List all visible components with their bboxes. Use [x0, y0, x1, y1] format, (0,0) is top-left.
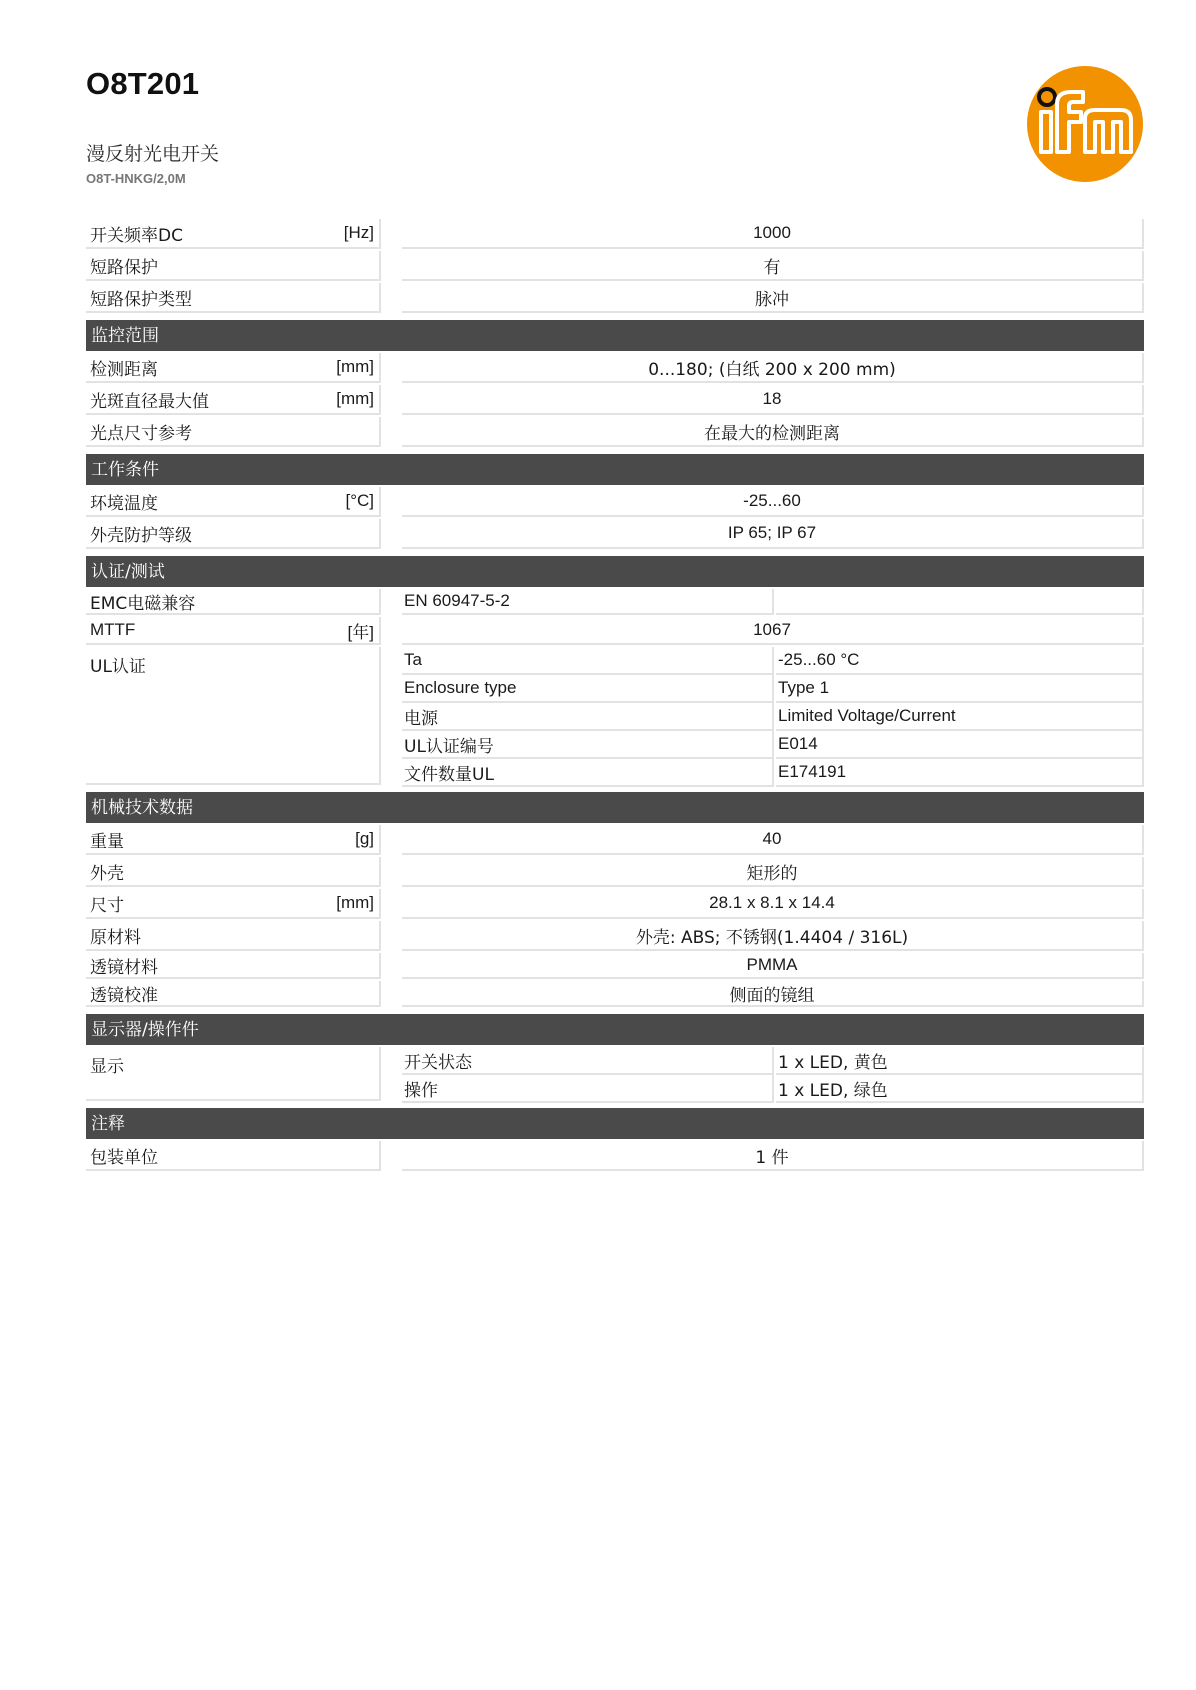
spec-value: IP 65; IP 67	[402, 519, 1144, 549]
spec-label: MTTF	[90, 620, 136, 639]
spec-row-lens-material	[86, 953, 1144, 981]
spec-value: 脉冲	[402, 283, 1144, 313]
spec-row-material	[86, 921, 1144, 953]
spec-table	[86, 219, 1144, 1173]
section-header-approvals: 认证/测试	[86, 556, 1144, 587]
ul-value: Limited Voltage/Current	[776, 703, 1144, 731]
spec-label-cell	[86, 617, 381, 645]
ul-row	[402, 703, 1144, 731]
ul-key: 文件数量UL	[402, 759, 774, 787]
spec-row-ambient-temperature	[86, 487, 1144, 519]
display-key: 操作	[402, 1075, 774, 1103]
spec-row-short-circuit-protection	[86, 251, 1144, 283]
spec-row-detection-range	[86, 353, 1144, 385]
spec-label-cell	[86, 921, 381, 951]
spec-value: 外壳: ABS; 不锈钢(1.4404 / 316L)	[402, 921, 1144, 951]
display-row	[402, 1047, 1144, 1075]
spec-label-cell	[86, 1047, 381, 1101]
spec-value: 在最大的检测距离	[402, 417, 1144, 447]
spec-unit: [mm]	[336, 389, 374, 408]
spec-label-cell	[86, 417, 381, 447]
spec-label: 包装单位	[90, 1147, 158, 1168]
spec-label-cell	[86, 1141, 381, 1171]
spec-group-ul	[86, 647, 1144, 787]
spec-row-dimensions	[86, 889, 1144, 921]
section-header-mechanical: 机械技术数据	[86, 792, 1144, 823]
section-header-display: 显示器/操作件	[86, 1014, 1144, 1045]
spec-value: 1 件	[402, 1141, 1144, 1171]
section-header-notes: 注释	[86, 1108, 1144, 1139]
ul-value: -25...60 °C	[776, 647, 1144, 675]
article-number: O8T-HNKG/2,0M	[86, 171, 186, 186]
spec-row-spot-diameter	[86, 385, 1144, 417]
display-key: 开关状态	[402, 1047, 774, 1075]
ul-row	[402, 759, 1144, 787]
spec-row-protection-rating	[86, 519, 1144, 551]
spec-label: 短路保护	[90, 257, 158, 278]
spec-value: 40	[402, 825, 1144, 855]
spec-value: 1000	[402, 219, 1144, 249]
product-subtitle: 漫反射光电开关	[86, 143, 220, 165]
spec-row-lens-alignment	[86, 981, 1144, 1009]
section-header-conditions: 工作条件	[86, 454, 1144, 485]
spec-label: 外壳防护等级	[90, 525, 192, 546]
ul-value: Type 1	[776, 675, 1144, 703]
display-value: 1 x LED, 黄色	[776, 1047, 1144, 1075]
spec-unit: [°C]	[345, 491, 374, 510]
spec-label-cell	[86, 385, 381, 415]
spec-label-cell	[86, 981, 381, 1007]
spec-label-cell	[86, 283, 381, 313]
spec-unit: [mm]	[336, 357, 374, 376]
spec-label-cell	[86, 487, 381, 517]
ifm-logo	[1025, 64, 1145, 184]
spec-group-display	[86, 1047, 1144, 1103]
spec-value: -25...60	[402, 487, 1144, 517]
spec-value: 有	[402, 251, 1144, 281]
spec-value: 0...180; (白纸 200 x 200 mm)	[402, 353, 1144, 383]
spec-label-cell	[86, 889, 381, 919]
spec-value: EN 60947-5-2	[402, 589, 774, 615]
ul-row	[402, 675, 1144, 703]
spec-label: 开关频率DC	[90, 225, 183, 246]
spec-label: EMC电磁兼容	[90, 593, 196, 614]
section-header-monitoring: 监控范围	[86, 320, 1144, 351]
spec-label: 短路保护类型	[90, 289, 192, 310]
spec-value-secondary	[776, 589, 1144, 615]
spec-label: 光斑直径最大值	[90, 391, 209, 412]
product-title: O8T201	[86, 66, 200, 101]
spec-label: 显示	[90, 1057, 124, 1077]
spec-label: 原材料	[90, 927, 141, 948]
spec-label: 检测距离	[90, 359, 158, 380]
spec-row-packaging-unit	[86, 1141, 1144, 1173]
spec-unit: [g]	[355, 829, 374, 848]
spec-label-cell	[86, 647, 381, 785]
spec-value: 18	[402, 385, 1144, 415]
ul-value: E174191	[776, 759, 1144, 787]
spec-label: UL认证	[90, 657, 146, 677]
spec-label-cell	[86, 953, 381, 979]
spec-row-mttf	[86, 617, 1144, 647]
ul-key: UL认证编号	[402, 731, 774, 759]
spec-row-emc	[86, 589, 1144, 617]
ul-subrows	[402, 647, 1144, 787]
spec-row-switching-frequency	[86, 219, 1144, 251]
display-row	[402, 1075, 1144, 1103]
spec-row-weight	[86, 825, 1144, 857]
spec-unit: [年]	[347, 622, 374, 642]
spec-value: 28.1 x 8.1 x 14.4	[402, 889, 1144, 919]
spec-label-cell	[86, 219, 381, 249]
spec-label-cell	[86, 825, 381, 855]
spec-label: 透镜校准	[90, 985, 158, 1006]
spec-label: 光点尺寸参考	[90, 423, 192, 444]
spec-label-cell	[86, 251, 381, 281]
ul-row	[402, 647, 1144, 675]
display-value: 1 x LED, 绿色	[776, 1075, 1144, 1103]
spec-value: 侧面的镜组	[402, 981, 1144, 1007]
spec-value: 矩形的	[402, 857, 1144, 887]
display-subrows	[402, 1047, 1144, 1103]
spec-label-cell	[86, 857, 381, 887]
spec-label: 环境温度	[90, 493, 158, 514]
ul-key: 电源	[402, 703, 774, 731]
spec-label-cell	[86, 353, 381, 383]
ul-row	[402, 731, 1144, 759]
ul-value: E014	[776, 731, 1144, 759]
spec-label: 外壳	[90, 863, 124, 884]
spec-label-cell	[86, 589, 381, 615]
ul-key: Enclosure type	[402, 675, 774, 703]
spec-value: 1067	[402, 617, 1144, 645]
spec-value: PMMA	[402, 953, 1144, 979]
spec-unit: [Hz]	[343, 223, 374, 242]
spec-label: 尺寸	[90, 895, 124, 916]
spec-label: 透镜材料	[90, 957, 158, 978]
spec-row-short-circuit-type	[86, 283, 1144, 315]
spec-label: 重量	[90, 831, 124, 852]
spec-unit: [mm]	[336, 893, 374, 912]
spec-label-cell	[86, 519, 381, 549]
spec-row-spot-reference	[86, 417, 1144, 449]
spec-row-housing	[86, 857, 1144, 889]
ul-key: Ta	[402, 647, 774, 675]
